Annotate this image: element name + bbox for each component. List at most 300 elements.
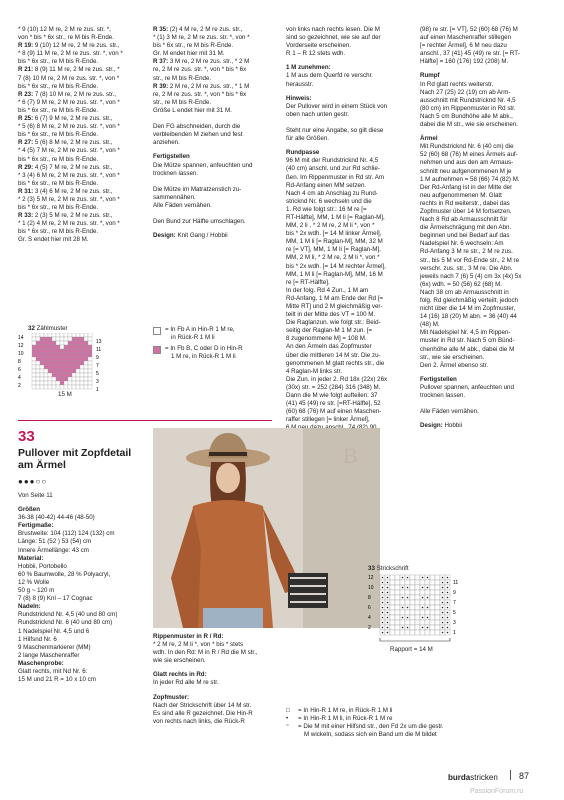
text-line [153, 178, 268, 186]
chart-cell [44, 377, 48, 381]
purl-dot [402, 627, 404, 629]
tick-label: 5 [453, 610, 456, 616]
chart-cell [400, 630, 405, 635]
col2-text [153, 26, 268, 240]
chart-cell [390, 605, 395, 610]
chart-cell [76, 369, 80, 373]
symbol-legend [286, 707, 526, 739]
purl-dot [382, 582, 384, 584]
text-line: genommenen M glatt rechts str., die [286, 359, 385, 367]
text-line: Brustweite: 104 (112) 124 (132) cm [18, 530, 115, 538]
text-line: str., re M bis R-Ende. [153, 98, 212, 106]
purl-dot [447, 582, 449, 584]
chart-cell [395, 630, 400, 635]
cable-chart [368, 565, 478, 660]
chart-cell [64, 385, 68, 389]
text-line: bis * 6x str., re M bis R-Ende. [18, 82, 99, 90]
chart-cell [52, 381, 56, 385]
purl-dot [402, 577, 404, 579]
chart-cell [56, 373, 60, 377]
tick-label: 3 [453, 620, 456, 626]
chart-cell [425, 580, 430, 585]
purl-dot [407, 607, 409, 609]
chart-cell [64, 333, 68, 337]
page-number: 87 [519, 771, 530, 781]
chart-cell [52, 345, 56, 349]
chart-cell [52, 337, 56, 341]
text-line: R 25: 6 (7) 9 M re, 2 M re zus. str., [18, 115, 113, 123]
chart-cell [430, 590, 435, 595]
text-line: MM, 1 M li [= Raglan-M], MM, 16 M [286, 270, 383, 278]
chart-cell [80, 365, 84, 369]
chart-cell [88, 365, 92, 369]
chart-cell [80, 369, 84, 373]
chart-cell [80, 381, 84, 385]
purl-dot [447, 607, 449, 609]
chart-cell [88, 377, 92, 381]
chart-cell [68, 345, 72, 349]
tick-label: 7 [453, 600, 456, 606]
text-line: (60) 68 (76) M auf einen Maschen- [286, 408, 382, 416]
chart-cell [420, 610, 425, 615]
text-line: sind so gezeichnet, wie sie auf der [286, 34, 381, 42]
tick-label: 9 [453, 590, 456, 596]
text-line: * 4 (5) 7 M re, 2 M re zus. str. *, von * [18, 147, 120, 155]
tick-label: 14 [18, 335, 24, 341]
purl-dot [387, 582, 389, 584]
text-line: Alle Fäden vernähen. [153, 201, 212, 209]
chart-cell [60, 349, 64, 353]
purl-dot [442, 592, 444, 594]
text-line: 14 (16) 18 (20) M abn. = 36 (40) 44 [420, 313, 517, 321]
chart-cell [64, 377, 68, 381]
chart-cell [425, 610, 430, 615]
chart-cell [56, 333, 60, 337]
chart-cell [84, 349, 88, 353]
text-line: anschl., 37 (41) 45 (49) re str. [= RT- [420, 50, 520, 58]
tick-label: 6 [18, 367, 21, 373]
chart-cell [48, 373, 52, 377]
chart-cell [72, 337, 76, 341]
chart-cell [395, 605, 400, 610]
purl-dot [382, 592, 384, 594]
chart-cell [430, 580, 435, 585]
purl-dot [422, 627, 424, 629]
text-line: 8 zugenommene M] = 108 M. [286, 335, 367, 343]
purl-dot [387, 587, 389, 589]
sweater-photo [153, 428, 380, 628]
chart-cell [430, 585, 435, 590]
text-line: str., re M bis R-Ende. [153, 74, 212, 82]
purl-dot [382, 617, 384, 619]
purl-dot [382, 607, 384, 609]
chart-cell [40, 377, 44, 381]
text-line: Hobbii, Portobello [18, 562, 67, 570]
chart-cell [40, 385, 44, 389]
chart-cell [52, 341, 56, 345]
chart-cell [32, 349, 36, 353]
rundpasse-heading: Rundpasse [286, 149, 320, 157]
purl-dot [382, 632, 384, 634]
chart-cell [415, 605, 420, 610]
chart-cell [76, 353, 80, 357]
material-heading: Material: [18, 554, 44, 562]
text-line: str., wie sie erscheinen. [420, 353, 485, 361]
chart-cell [32, 369, 36, 373]
chart-cell [395, 620, 400, 625]
text-line: R 19: 9 (10) 12 M re, 2 M re zus. str., [18, 42, 120, 50]
chart-cell [415, 630, 420, 635]
text-line: Pullover spannen, anfeuchten und [420, 383, 514, 391]
legend-text: = In Hin-R 1 M li, in Rück-R 1 M re [298, 715, 393, 723]
text-line: re [= VT], MM, 1 M li [= Raglan-M], [286, 246, 381, 254]
fertig-heading: Fertigstellen [153, 153, 190, 161]
text-line: 15 M und 21 R = 10 x 10 cm [18, 676, 96, 684]
chart-cell [76, 373, 80, 377]
chart-cell [400, 610, 405, 615]
chart-cell [415, 625, 420, 630]
text-line: chenhöhe alle M abk., dabei die M [420, 345, 515, 353]
section-title-line2: am Ärmel [18, 459, 66, 471]
chart-cell [420, 630, 425, 635]
tick-label: 1 [96, 387, 99, 393]
chart-cell [36, 369, 40, 373]
chart-cell [72, 377, 76, 381]
chart-cell [76, 365, 80, 369]
chart-cell [56, 337, 60, 341]
chart-cell [88, 361, 92, 365]
chart-cell [64, 337, 68, 341]
text-line: 12 % Wolle [18, 578, 50, 586]
chart-cell [410, 625, 415, 630]
chart-cell [80, 361, 84, 365]
text-line: Die Mütze spannen, anfeuchten und [153, 161, 253, 169]
chart-cell [88, 337, 92, 341]
text-line: Rd-Anfang einen MM setzen. [286, 181, 367, 189]
chart-cell [415, 585, 420, 590]
chart-cell [44, 353, 48, 357]
chart-cell [52, 365, 56, 369]
design-label: Design: [153, 232, 176, 240]
chart-cell [64, 349, 68, 353]
chart-cell [40, 357, 44, 361]
text-line: schnitt neu aufgenommenen M je [420, 167, 512, 175]
text-line: rechts in Rd weiterstr., dabei das [420, 199, 510, 207]
chart-cell [84, 357, 88, 361]
text-line: 9 Maschenmarkierer (MM) [18, 643, 91, 651]
chart-cell [56, 353, 60, 357]
cable-chart-number: 33 [368, 565, 375, 572]
purl-dot [382, 597, 384, 599]
text-line: die Ärmelschrägung mit den Abn. [420, 224, 512, 232]
text-line: Steht nur eine Angabe, so gilt diese [286, 127, 384, 135]
chart-cell [48, 361, 52, 365]
chart-cell [435, 575, 440, 580]
purl-dot [442, 627, 444, 629]
text-line: 1. Rd wie folgt str.: 16 M re [= [286, 205, 367, 213]
purl-dot [387, 602, 389, 604]
chart-cell [84, 369, 88, 373]
text-line: bis * 2x wdh. [= 14 M linker Ärmel], [286, 230, 382, 238]
text-line: Der Pullover wird in einem Stück von [286, 102, 388, 110]
tick-label: 8 [18, 359, 21, 365]
groessen-heading: Größen [18, 506, 41, 514]
chart-cell [84, 365, 88, 369]
purl-dot [382, 622, 384, 624]
text-line: bis * 6x str., re M bis R-Ende. [18, 106, 99, 114]
chart-cell [68, 349, 72, 353]
text-line: Nach 4 cm ab Anschlag zu Rund- [286, 189, 378, 197]
text-line: bis * 6x str., re M bis R-Ende. [18, 131, 99, 139]
chart-cell [395, 615, 400, 620]
von-seite: Von Seite 11 [18, 492, 53, 499]
text-line: 60 % Baumwolle, 28 % Polyacryl, [18, 570, 111, 578]
chart-cell [44, 341, 48, 345]
chart-cell [84, 361, 88, 365]
color-legend [153, 326, 273, 364]
text-line: wie sie erscheinen. [153, 657, 206, 665]
chart-cell [64, 373, 68, 377]
chart-cell [64, 361, 68, 365]
text-line: oben nach unten gestr. [286, 110, 349, 118]
chart-cell [390, 620, 395, 625]
text-line: 96 M mit der Rundstricknd Nr. 4,5 [286, 157, 379, 165]
text-line: * 2 M re, 2 M li *, von * bis * stets [153, 641, 244, 649]
chart-cell [430, 615, 435, 620]
chart-cell [60, 353, 64, 357]
purl-dot [422, 587, 424, 589]
chart-cell [48, 341, 52, 345]
text-line: Es sind alle R gezeichnet. Die Hin-R [153, 709, 253, 717]
chart-cell [44, 357, 48, 361]
chart-cell [36, 345, 40, 349]
chart-cell [48, 381, 52, 385]
chart-cell [395, 625, 400, 630]
chart-cell [48, 377, 52, 381]
brand-bold: burda [448, 773, 471, 782]
text-line: Mit Rundstricknd Nr. 6 (40 cm) die [420, 143, 514, 151]
chart-cell [410, 615, 415, 620]
chart-cell [48, 337, 52, 341]
footer-brand [448, 773, 498, 782]
chart-cell [88, 349, 92, 353]
chart-cell [36, 357, 40, 361]
chart-cell [36, 333, 40, 337]
text-line: Mitte RT] und 2 M gleichmäßig ver- [286, 303, 383, 310]
chart-cell [32, 357, 36, 361]
text-line: R 37: 3 M re, 2 M re zus. str., * 2 M [153, 58, 250, 66]
purl-dot [387, 622, 389, 624]
chart-cell [84, 373, 88, 377]
chart-cell [44, 369, 48, 373]
chart-cell [80, 341, 84, 345]
chart-cell [60, 365, 64, 369]
text-line: MM, 1 M li [= Raglan-M], MM, 32 M [286, 238, 383, 246]
chart-cell [410, 630, 415, 635]
text-line: Rundstricknd Nr. 4,5 (40 und 80 cm) [18, 611, 118, 619]
chart-cell [56, 349, 60, 353]
text-line: beginnen und bei Bedarf auf das [420, 232, 510, 240]
chart-cell [415, 580, 420, 585]
chart-cell [390, 595, 395, 600]
purl-dot [447, 627, 449, 629]
chart-cell [56, 361, 60, 365]
text-line [420, 400, 546, 408]
tick-label: 2 [368, 625, 371, 631]
chart-cell [44, 373, 48, 377]
chart-cell [40, 353, 44, 357]
chart-cell [410, 600, 415, 605]
text-line: bis * 6x str., re M bis R-Ende. [18, 228, 99, 236]
text-line: Vorderseite erscheinen. [286, 42, 352, 50]
text-line: (40 cm) anschl. und zur Rd schlie- [286, 165, 380, 173]
chart-cell [64, 341, 68, 345]
chart-cell [40, 337, 44, 341]
text-line: Der Rd-Anfang ist in der Mitte der [420, 183, 513, 191]
text-line: re [= RT-Hälfte]. [286, 278, 330, 286]
chart-cell [48, 365, 52, 369]
purl-dot [382, 627, 384, 629]
chart-cell [395, 590, 400, 595]
chart-cell [76, 349, 80, 353]
design-value: Knit Gang / Hobbii [177, 232, 228, 240]
text-line: verschr. zus. str., 3 M re. Die Abn. [420, 264, 513, 272]
purl-dot [422, 597, 424, 599]
section-title [18, 447, 131, 471]
legend-row [153, 326, 273, 342]
purl-dot [407, 577, 409, 579]
chart-cell [76, 333, 80, 337]
purl-dot [402, 617, 404, 619]
fertig2-heading: Fertigstellen [420, 375, 457, 383]
chart-cell [48, 345, 52, 349]
purl-dot [427, 587, 429, 589]
chart-cell [40, 349, 44, 353]
tick-label: 6 [368, 605, 371, 611]
chart-cell [415, 600, 420, 605]
zunehmen-heading: 1 M zunehmen: [286, 64, 331, 72]
cable-chart-label: Strickschrift [376, 565, 409, 572]
purl-dot [382, 602, 384, 604]
text-line: Hälfte] = 160 (176) 192 (208) M. [420, 58, 509, 66]
purl-dot [447, 597, 449, 599]
tick-label: 12 [368, 575, 374, 581]
heart-chart [18, 325, 148, 405]
chart-cell [76, 357, 80, 361]
text-line: (41) 45 (49) re str. [=RT-Hälfte], 52 [286, 400, 381, 408]
tick-label: 11 [453, 580, 459, 586]
rapport-bracket [380, 638, 450, 641]
chart-cell [32, 353, 36, 357]
text-line: neu aufgenommenen M. Glatt [420, 191, 502, 199]
chart-cell [52, 357, 56, 361]
text-line: auf einen Maschenraffer stillegen [420, 34, 512, 42]
text-line: An den Ärmeln das Zopfmuster [286, 343, 372, 351]
fertigmasse-heading: Fertigmaße: [18, 522, 54, 530]
section-number: 33 [18, 428, 35, 445]
glatt-heading: Glatt rechts in Rd: [153, 671, 207, 679]
text-line: Innere Ärmellänge: 43 cm [18, 546, 89, 554]
text-line: sammennähen. [153, 193, 196, 201]
text-line: von links nach rechts lesen. Die M [286, 26, 380, 33]
symbol-icon: • [286, 715, 289, 723]
text-line: In Rd glatt rechts weiterstr. [420, 80, 494, 88]
text-line: teilt in der Mitte des VT = 100 M. [286, 311, 376, 319]
text-line: Nach 8 Rd ab Armausschnitt für [420, 216, 508, 224]
legend-text: 1 M re, in Rück-R 1 M li [171, 353, 236, 361]
text-line: MM, 2 li , * 2 M re, 2 M li *, von * [286, 222, 375, 230]
chart-cell [425, 590, 430, 595]
chart-cell [72, 369, 76, 373]
text-line: über die mittleren 14 M str. Die zu- [286, 351, 381, 359]
chart-cell [40, 361, 44, 365]
purl-dot [447, 612, 449, 614]
text-line: muster in Rd str. Nach 5 cm Bünd- [420, 337, 515, 345]
chart-cell [32, 341, 36, 345]
text-line: R 35: (2) 4 M re, 2 M re zus. str., [153, 26, 243, 33]
chart-cell [52, 385, 56, 389]
text-line: von * bis * 6x str., re M bis R-Ende. [18, 34, 114, 42]
text-line: Den 2. Ärmel ebenso str. [420, 361, 489, 369]
text-line: 7 (8) 10 M re, 2 M re zus. str. *, von * [18, 74, 120, 82]
chart-cell [72, 381, 76, 385]
chart-cell [435, 600, 440, 605]
text-line: folg. Rd gleichmäßig verteilt, jedoch [420, 297, 519, 304]
legend-row [286, 715, 526, 723]
purl-dot [442, 632, 444, 634]
chart-cell [40, 345, 44, 349]
chart-cell [80, 377, 84, 381]
purl-dot [427, 617, 429, 619]
chart-cell [410, 595, 415, 600]
text-line: 7 (8) 8 (9) Knl – 17 Cognac [18, 595, 93, 603]
chart-cell [68, 337, 72, 341]
purl-dot [387, 617, 389, 619]
chart-cell [84, 333, 88, 337]
chart-cell [76, 361, 80, 365]
chart-cell [84, 353, 88, 357]
chart-cell [405, 610, 410, 615]
chart-cell [68, 385, 72, 389]
chart-cell [395, 585, 400, 590]
chart-cell [410, 620, 415, 625]
chart-cell [32, 333, 36, 337]
legend-row [153, 345, 273, 361]
text-line: nehmen und aus den am Armaus- [420, 159, 514, 167]
chart-cell [44, 337, 48, 341]
chart-cell [48, 333, 52, 337]
chart-cell [415, 615, 420, 620]
chart-cell [430, 630, 435, 635]
chart-cell [52, 373, 56, 377]
purl-dot [387, 592, 389, 594]
aermel-heading: Ärmel [420, 135, 438, 143]
purl-dot [407, 627, 409, 629]
text-line: 1 M aufnehmen = 58 (66) 74 (82) M. [420, 175, 520, 183]
chart-cell [80, 333, 84, 337]
text-line: bis * 6x str., re M bis R-Ende. [153, 42, 234, 50]
chart-cell [44, 365, 48, 369]
chart-cell [44, 345, 48, 349]
chart-cell [48, 385, 52, 389]
design2-label: Design: [420, 422, 443, 430]
legend-text: = Die M mit einer Hilfsnd str., den Fd 2x um die gestr. [298, 723, 444, 731]
tick-label: 4 [18, 375, 21, 381]
chart-cell [72, 373, 76, 377]
chart-cell [405, 600, 410, 605]
difficulty-rating: ●●●○○ [18, 477, 48, 486]
text-line: jeweils nach 7 (6) 5 (4) cm 3x (4x) 5x [420, 272, 522, 280]
